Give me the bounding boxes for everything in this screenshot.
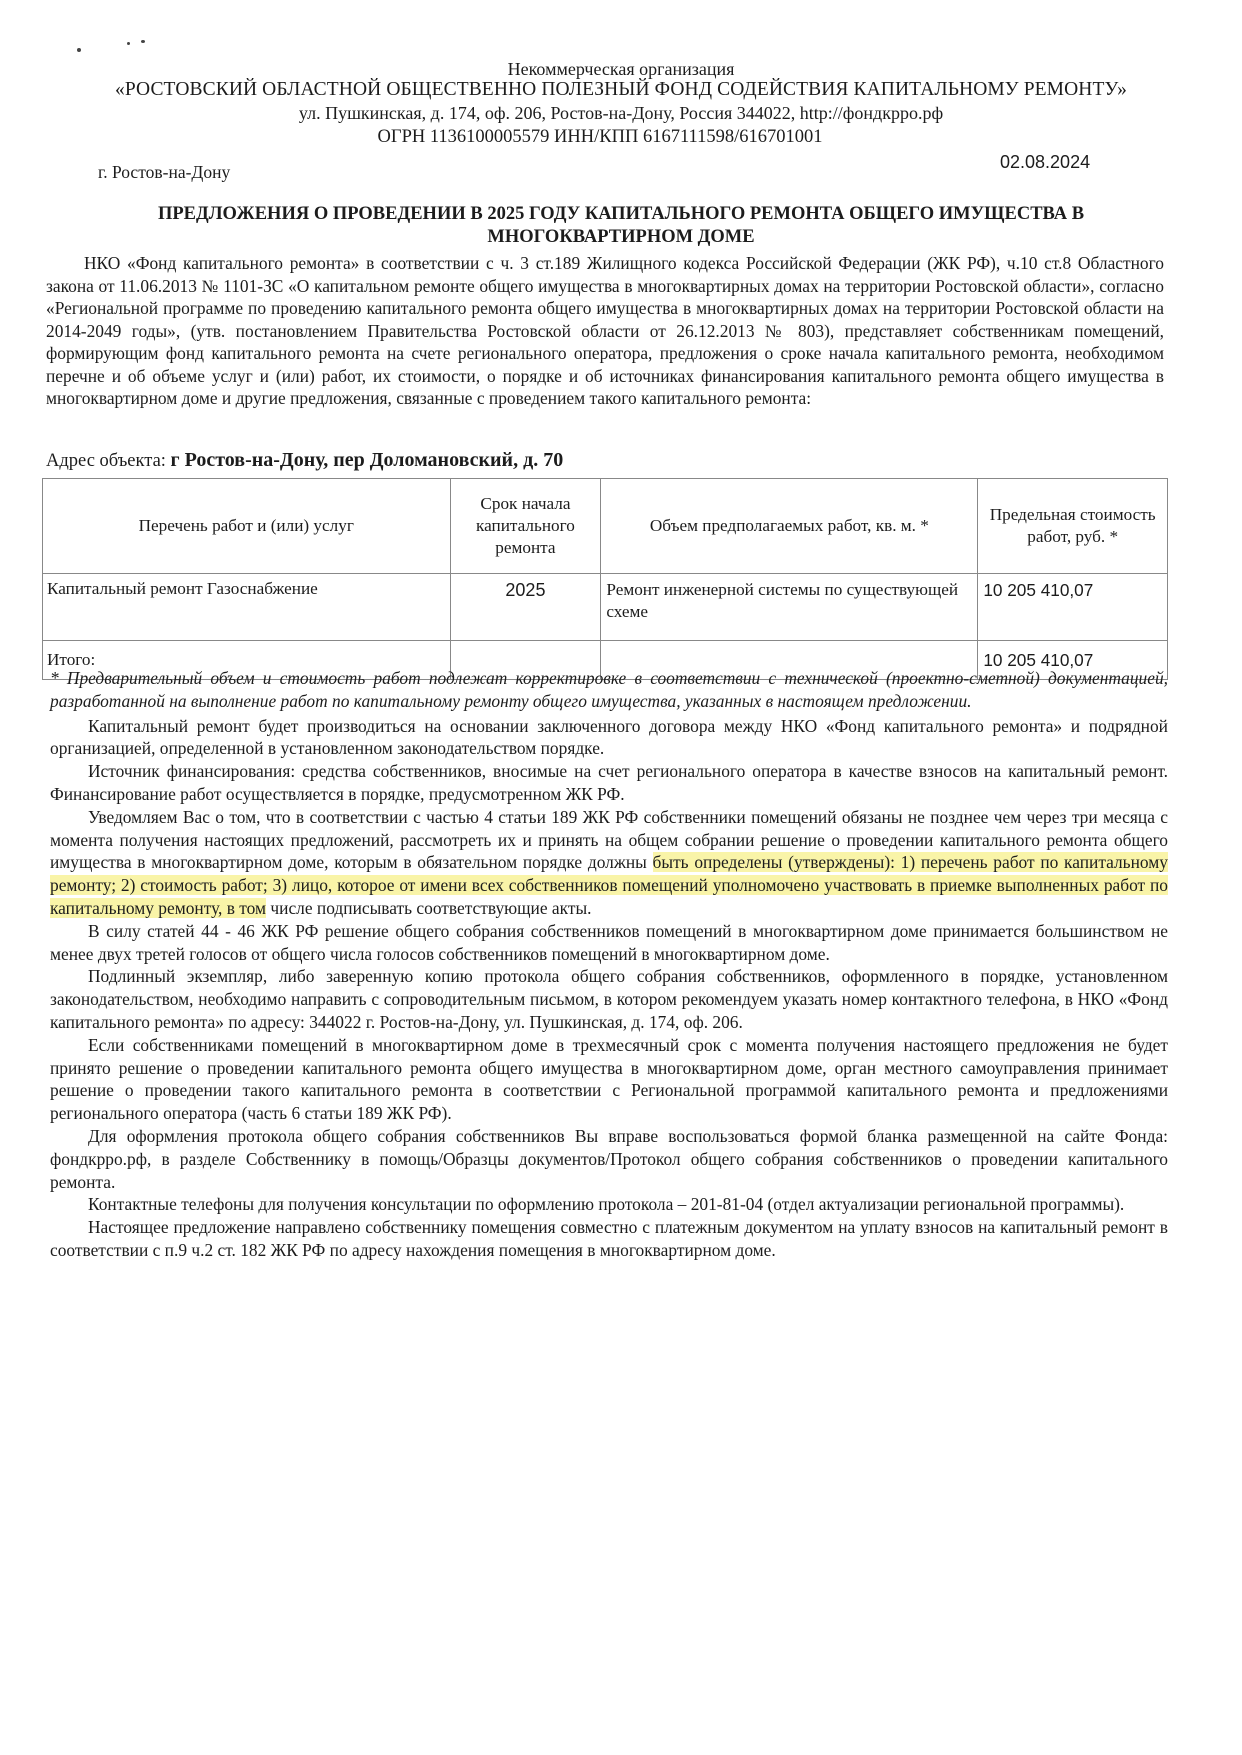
paragraph-phones: Контактные телефоны для получения консультации по оформлению протокола – 201-81-04 (отдел актуализации региональной программы). [88, 1194, 1125, 1215]
body-text [50, 667, 1168, 1262]
cell-cost: 10 205 410,07 [978, 574, 1168, 641]
cell-year: 2025 [450, 574, 601, 641]
notice-text-end: числе подписывать соответствующие акты. [266, 897, 592, 918]
org-name: «РОСТОВСКИЙ ОБЛАСТНОЙ ОБЩЕСТВЕННО ПОЛЕЗНЫЙ ФОНД СОДЕЙСТВИЯ КАПИТАЛЬНОМУ РЕМОНТУ» [115, 79, 1127, 100]
org-type: Некоммерческая организация [507, 59, 735, 79]
paragraph-majority: В силу статей 44 - 46 ЖК РФ решение общего собрания собственников помещений в многоквартирном доме принимается большинством не менее двух третей голосов от общего числа голосов собственников помещений в многоквартирном доме. [50, 920, 1168, 964]
notice-text: Уведомляем Вас о том, что в соответствии с частью 4 статьи 189 ЖК РФ собственники помещений обязаны не позднее чем через три месяца с момента получения настоящих предложений, рассмотреть их и принять на общем собрании решение о проведении капитального ремонта общего имущества в многоквартирном доме, которым в обязательном порядке должны [50, 806, 1168, 873]
highlighted-text: быть определены (утверждены): 1) перечень работ по капитальному ремонту; 2) стоимость работ; 3) лицо, которое от имени всех собственников помещений уполномочено участвовать в приемке выполненных работ по капитальному ремонту, в том [50, 852, 1168, 918]
city: г. Ростов-на-Дону [98, 162, 231, 182]
cell-volume: Ремонт инженерной системы по существующей схеме [601, 574, 978, 641]
scan-speck [141, 40, 145, 43]
object-address [46, 449, 563, 472]
paragraph-notice [50, 806, 1168, 920]
header-works: Перечень работ и (или) услуг [43, 479, 451, 574]
org-address: ул. Пушкинская, д. 174, оф. 206, Ростов-на-Дону, Россия 344022, http://фондкрро.рф [298, 103, 944, 123]
table-header-row [43, 479, 1168, 574]
table-row [43, 574, 1168, 641]
header-volume: Объем предполагаемых работ, кв. м. * [601, 479, 978, 574]
works-table [42, 478, 1168, 680]
address-value: г Ростов-на-Дону, пер Доломановский, д. 70 [170, 449, 564, 471]
paragraph-delivery: Настоящее предложение направлено собственнику помещения совместно с платежным документом на уплату взносов на капитальный ремонт в соответствии с п.9 ч.2 ст. 182 ЖК РФ по адресу нахождения помещения в многоквартирном доме. [50, 1217, 1168, 1260]
document-title: ПРЕДЛОЖЕНИЯ О ПРОВЕДЕНИИ В 2025 ГОДУ КАПИТАЛЬНОГО РЕМОНТА ОБЩЕГО ИМУЩЕСТВА В МНОГОКВАРТИРНОМ ДОМЕ [157, 204, 1085, 247]
total-label: Итого: [43, 641, 451, 680]
paragraph-contract: Капитальный ремонт будет производиться на основании заключенного договора между НКО «Фонд капитального ремонта» и подрядной организацией, определенной в установленном законодательством порядке. [50, 715, 1168, 759]
address-label: Адрес объекта: [46, 451, 166, 471]
cell-work: Капитальный ремонт Газоснабжение [43, 574, 451, 641]
paragraph-no-decision: Если собственниками помещений в многоквартирном доме в трехмесячный срок с момента получения настоящего предложения не будет принято решение о проведении капитального ремонта общего имущества в многоквартирном доме, орган местного самоуправления принимает решение о проведении такого капитального ремонта в соответствии с Региональной программой капитального ремонта и предложениями регионального оператора (часть 6 статьи 189 ЖК РФ). [50, 1034, 1168, 1124]
paragraph-protocol: Подлинный экземпляр, либо заверенную копию протокола общего собрания собственников, оформленного в порядке, установленном законодательством, необходимо направить с сопроводительным письмом, в котором рекомендуем указать номер контактного телефона, в НКО «Фонд капитального ремонта» по адресу: 344022 г. Ростов-на-Дону, ул. Пушкинская, д. 174, оф. 206. [50, 966, 1168, 1032]
intro-paragraph: НКО «Фонд капитального ремонта» в соответствии с ч. 3 ст.189 Жилищного кодекса Российской Федерации (ЖК РФ), ч.10 ст.8 Областного закона от 11.06.2013 № 1101-ЗС «О капитальном ремонте общего имущества в многоквартирных домах на территории Ростовской области», согласно «Региональной программе по проведению капитального ремонта общего имущества в многоквартирных домах на территории Ростовской области на 2014-2049 годы», (утв. постановлением Правительства Ростовской области от 26.12.2013 № 803), представляет собственникам помещений, формирующим фонд капитального ремонта на счете регионального оператора, предложения о сроке начала капитального ремонта, необходимом перечне и об объеме услуг и (или) работ, их стоимости, о порядке и об источниках финансирования капитального ремонта общего имущества в многоквартирном доме и другие предложения, связанные с проведением такого капитального ремонта: [46, 253, 1164, 408]
footnote: * Предварительный объем и стоимость работ подлежат корректировке в соответствии с технической (проектно-сметной) документацией, разработанной на выполнение работ по капитальному ремонту общего имущества, указанных в настоящем предложении. [50, 668, 1168, 711]
paragraph-form: Для оформления протокола общего собрания собственников Вы вправе воспользоваться формой бланка размещенной на сайте Фонда: фондкрро.рф, в разделе Собственнику в помощь/Образцы документов/Протокол общего собрания собственников о проведении капитального ремонта. [50, 1125, 1168, 1192]
header-cost: Предельная стоимость работ, руб. * [978, 479, 1168, 574]
scan-speck [77, 48, 81, 52]
paragraph-funding: Источник финансирования: средства собственников, вносимые на счет регионального оператора в качестве взносов на капитальный ремонт. Финансирование работ осуществляется в порядке, предусмотренном ЖК РФ. [50, 761, 1168, 804]
total-cost: 10 205 410,07 [978, 641, 1168, 680]
header-start: Срок начала капитального ремонта [450, 479, 601, 574]
document-date: 02.08.2024 [1000, 152, 1091, 172]
scan-speck [127, 42, 130, 45]
org-registration: ОГРН 1136100005579 ИНН/КПП 6167111598/616701001 [377, 127, 823, 147]
